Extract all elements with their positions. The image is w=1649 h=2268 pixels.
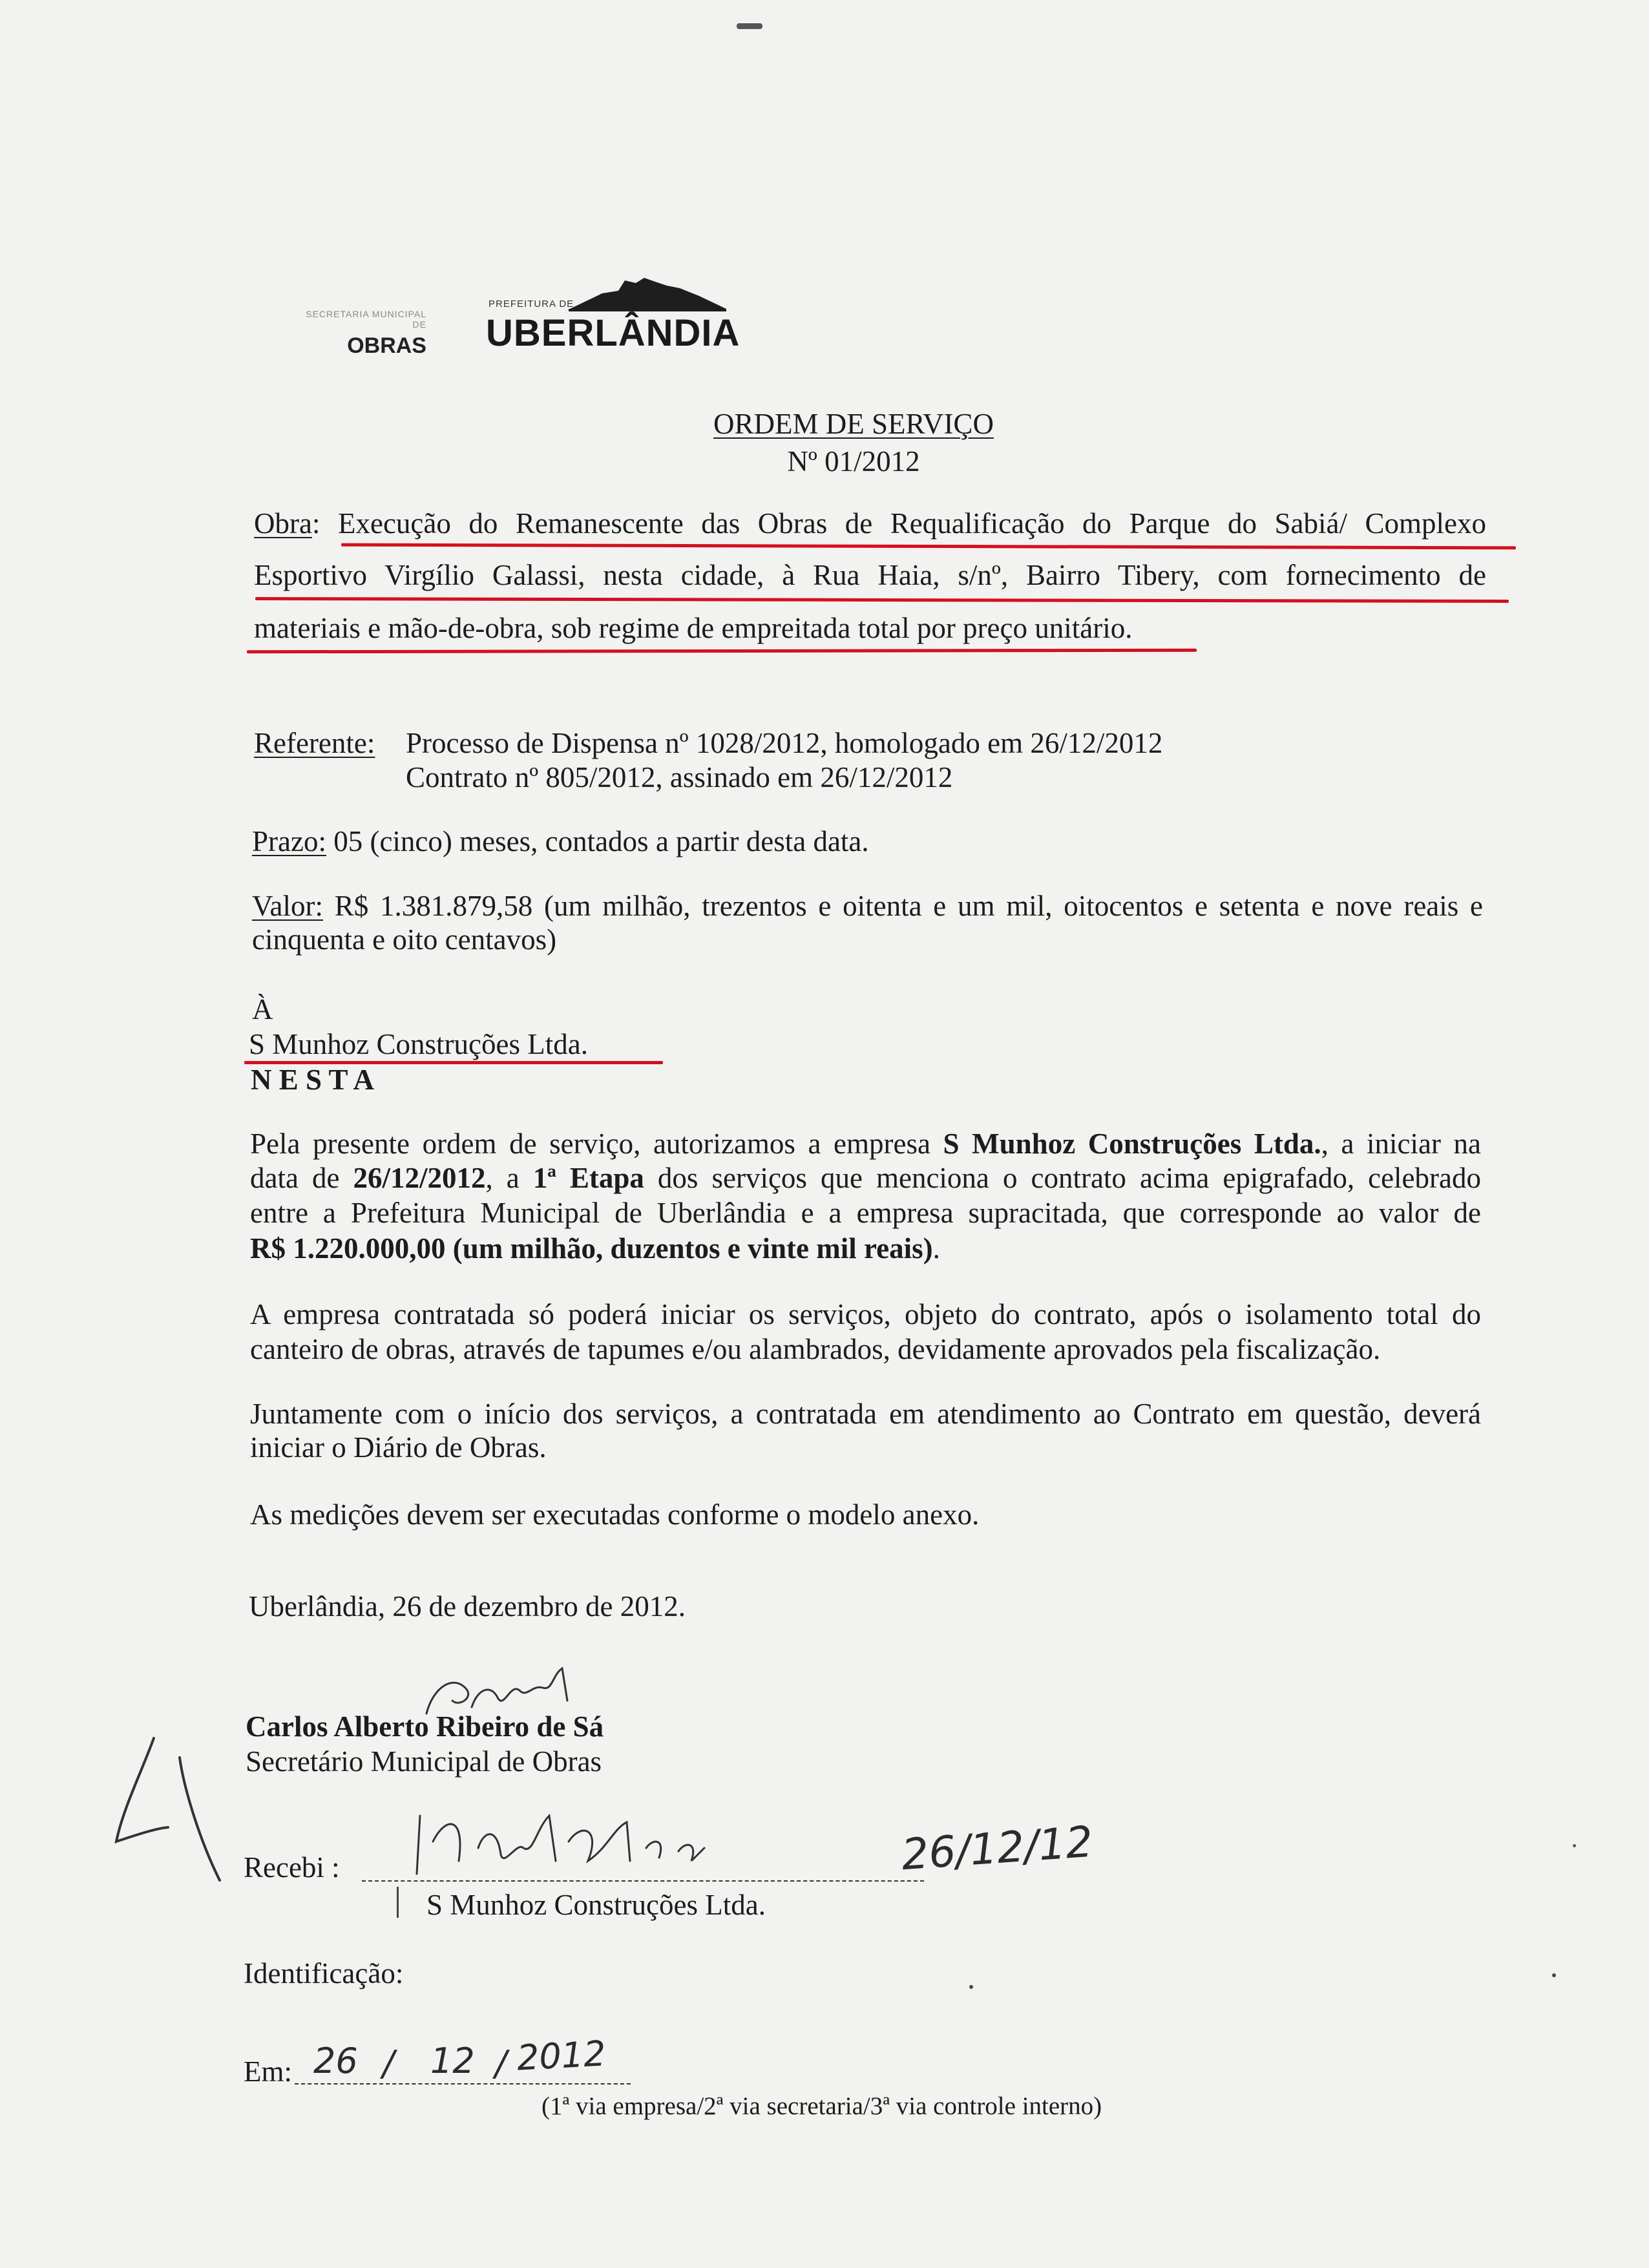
- body-p1-line-1: [250, 1126, 1481, 1162]
- em-day: 26: [313, 2041, 358, 2081]
- em-label: Em:: [244, 2055, 292, 2088]
- referente-line-2: Contrato nº 805/2012, assinado em 26/12/2012: [406, 761, 953, 793]
- obra-line-2: Esportivo Virgílio Galassi, nesta cidade, à Rua Haia, s/nº, Bairro Tibery, com fornecimento de: [254, 559, 1486, 591]
- scan-mark: [737, 23, 762, 29]
- vias-note: (1ª via empresa/2ª via secretaria/3ª via controle interno): [541, 2092, 1102, 2120]
- p1-text-1: Pela presente ordem de serviço, autorizamos a empresa: [250, 1128, 943, 1160]
- obra-text-1: Execução do Remanescente das Obras de Requalificação do Parque do Sabiá/ Complexo: [338, 507, 1487, 540]
- recebi-company: S Munhoz Construções Ltda.: [426, 1889, 766, 1921]
- p1-etapa: 1ª Etapa: [532, 1162, 644, 1194]
- p1-date: 26/12/2012: [353, 1162, 486, 1194]
- em-sep-2: /: [495, 2043, 507, 2084]
- body-p2-line-2: canteiro de obras, através de tapumes e/ou alambrados, devidamente aprovados pela fiscalização.: [250, 1333, 1381, 1365]
- identificacao-label: Identificação:: [244, 1957, 404, 1990]
- p1-text-5: dos serviços que menciona o contrato acima epigrafado, celebrado: [644, 1162, 1481, 1194]
- obra-label: Obra: [254, 507, 312, 540]
- p1-period: .: [932, 1232, 940, 1265]
- prazo-line: [252, 823, 869, 859]
- valor-line-1: [252, 888, 1483, 924]
- document-title: ORDEM DE SERVIÇO: [713, 408, 994, 440]
- p1-amount: R$ 1.220.000,00 (um milhão, duzentos e vinte mil reais): [250, 1232, 933, 1265]
- recipient-company: S Munhoz Construções Ltda.: [249, 1028, 588, 1060]
- p1-company: S Munhoz Construções Ltda.: [943, 1128, 1321, 1160]
- prefeitura-small-text: PREFEITURA DE: [488, 299, 574, 310]
- body-p1-line-2: [250, 1160, 1481, 1196]
- city-name: UBERLÂNDIA: [486, 312, 740, 354]
- body-p3-line-2: iniciar o Diário de Obras.: [250, 1431, 547, 1464]
- body-p1-line-4: [250, 1230, 940, 1266]
- recipient-a: À: [252, 993, 273, 1025]
- margin-handwritten-mark: [103, 1732, 233, 1887]
- date-place: Uberlândia, 26 de dezembro de 2012.: [249, 1590, 686, 1622]
- prazo-label: Prazo:: [252, 825, 326, 857]
- valor-text-1: R$ 1.381.879,58 (um milhão, trezentos e oitenta e um mil, oitocentos e setenta e nove reais e: [334, 890, 1483, 922]
- em-month: 12: [430, 2041, 475, 2081]
- red-underline-obra-3: [247, 649, 1197, 654]
- valor-label: Valor:: [252, 890, 323, 922]
- body-p4: As medições devem ser executadas conforme o modelo anexo.: [250, 1498, 980, 1531]
- document-number: Nº 01/2012: [787, 445, 920, 478]
- referente-label: Referente:: [254, 727, 375, 759]
- recebi-company-tick: [397, 1887, 399, 1918]
- obra-colon: :: [311, 507, 320, 540]
- body-p3-line-1: Juntamente com o início dos serviços, a contratada em atendimento ao Contrato em questão, deverá: [250, 1398, 1481, 1430]
- signature-recipient: [394, 1803, 795, 1887]
- signatory-name: Carlos Alberto Ribeiro de Sá: [246, 1710, 604, 1743]
- p1-text-3: data de: [250, 1162, 353, 1194]
- prazo-text: 05 (cinco) meses, contados a partir desta data.: [333, 825, 869, 857]
- p1-text-4: , a: [485, 1162, 533, 1194]
- obra-line-3: materiais e mão-de-obra, sob regime de empreitada total por preço unitário.: [254, 612, 1133, 644]
- p1-text-2: , a iniciar na: [1321, 1128, 1482, 1160]
- recipient-nesta: N E S T A: [251, 1064, 374, 1096]
- signatory-role: Secretário Municipal de Obras: [246, 1745, 602, 1778]
- body-p2-line-1: A empresa contratada só poderá iniciar os serviços, objeto do contrato, após o isolamento total do: [250, 1298, 1481, 1330]
- red-underline-obra-1: [341, 543, 1516, 550]
- scan-speck: [969, 1985, 973, 1989]
- em-date-line: [295, 2083, 631, 2084]
- scan-speck: [1573, 1844, 1576, 1847]
- recebi-label: Recebi :: [244, 1851, 340, 1884]
- em-sep-1: /: [383, 2043, 395, 2084]
- dept-name: OBRAS: [347, 333, 426, 358]
- em-year: 2012: [516, 2033, 607, 2079]
- scan-speck: [1552, 1973, 1556, 1977]
- referente-line-1: Processo de Dispensa nº 1028/2012, homologado em 26/12/2012: [406, 727, 1163, 759]
- recebi-handwritten-date: 26/12/12: [899, 1816, 1095, 1880]
- red-underline-obra-2: [255, 597, 1509, 603]
- obra-line-1: [254, 505, 1486, 541]
- dept-small-text: SECRETARIA MUNICIPAL DE: [306, 309, 426, 330]
- dept-logo: [291, 309, 426, 359]
- body-p1-line-3: entre a Prefeitura Municipal de Uberlândia e a empresa supracitada, que corresponde ao valor de: [250, 1197, 1481, 1229]
- valor-line-2: cinquenta e oito centavos): [252, 923, 557, 956]
